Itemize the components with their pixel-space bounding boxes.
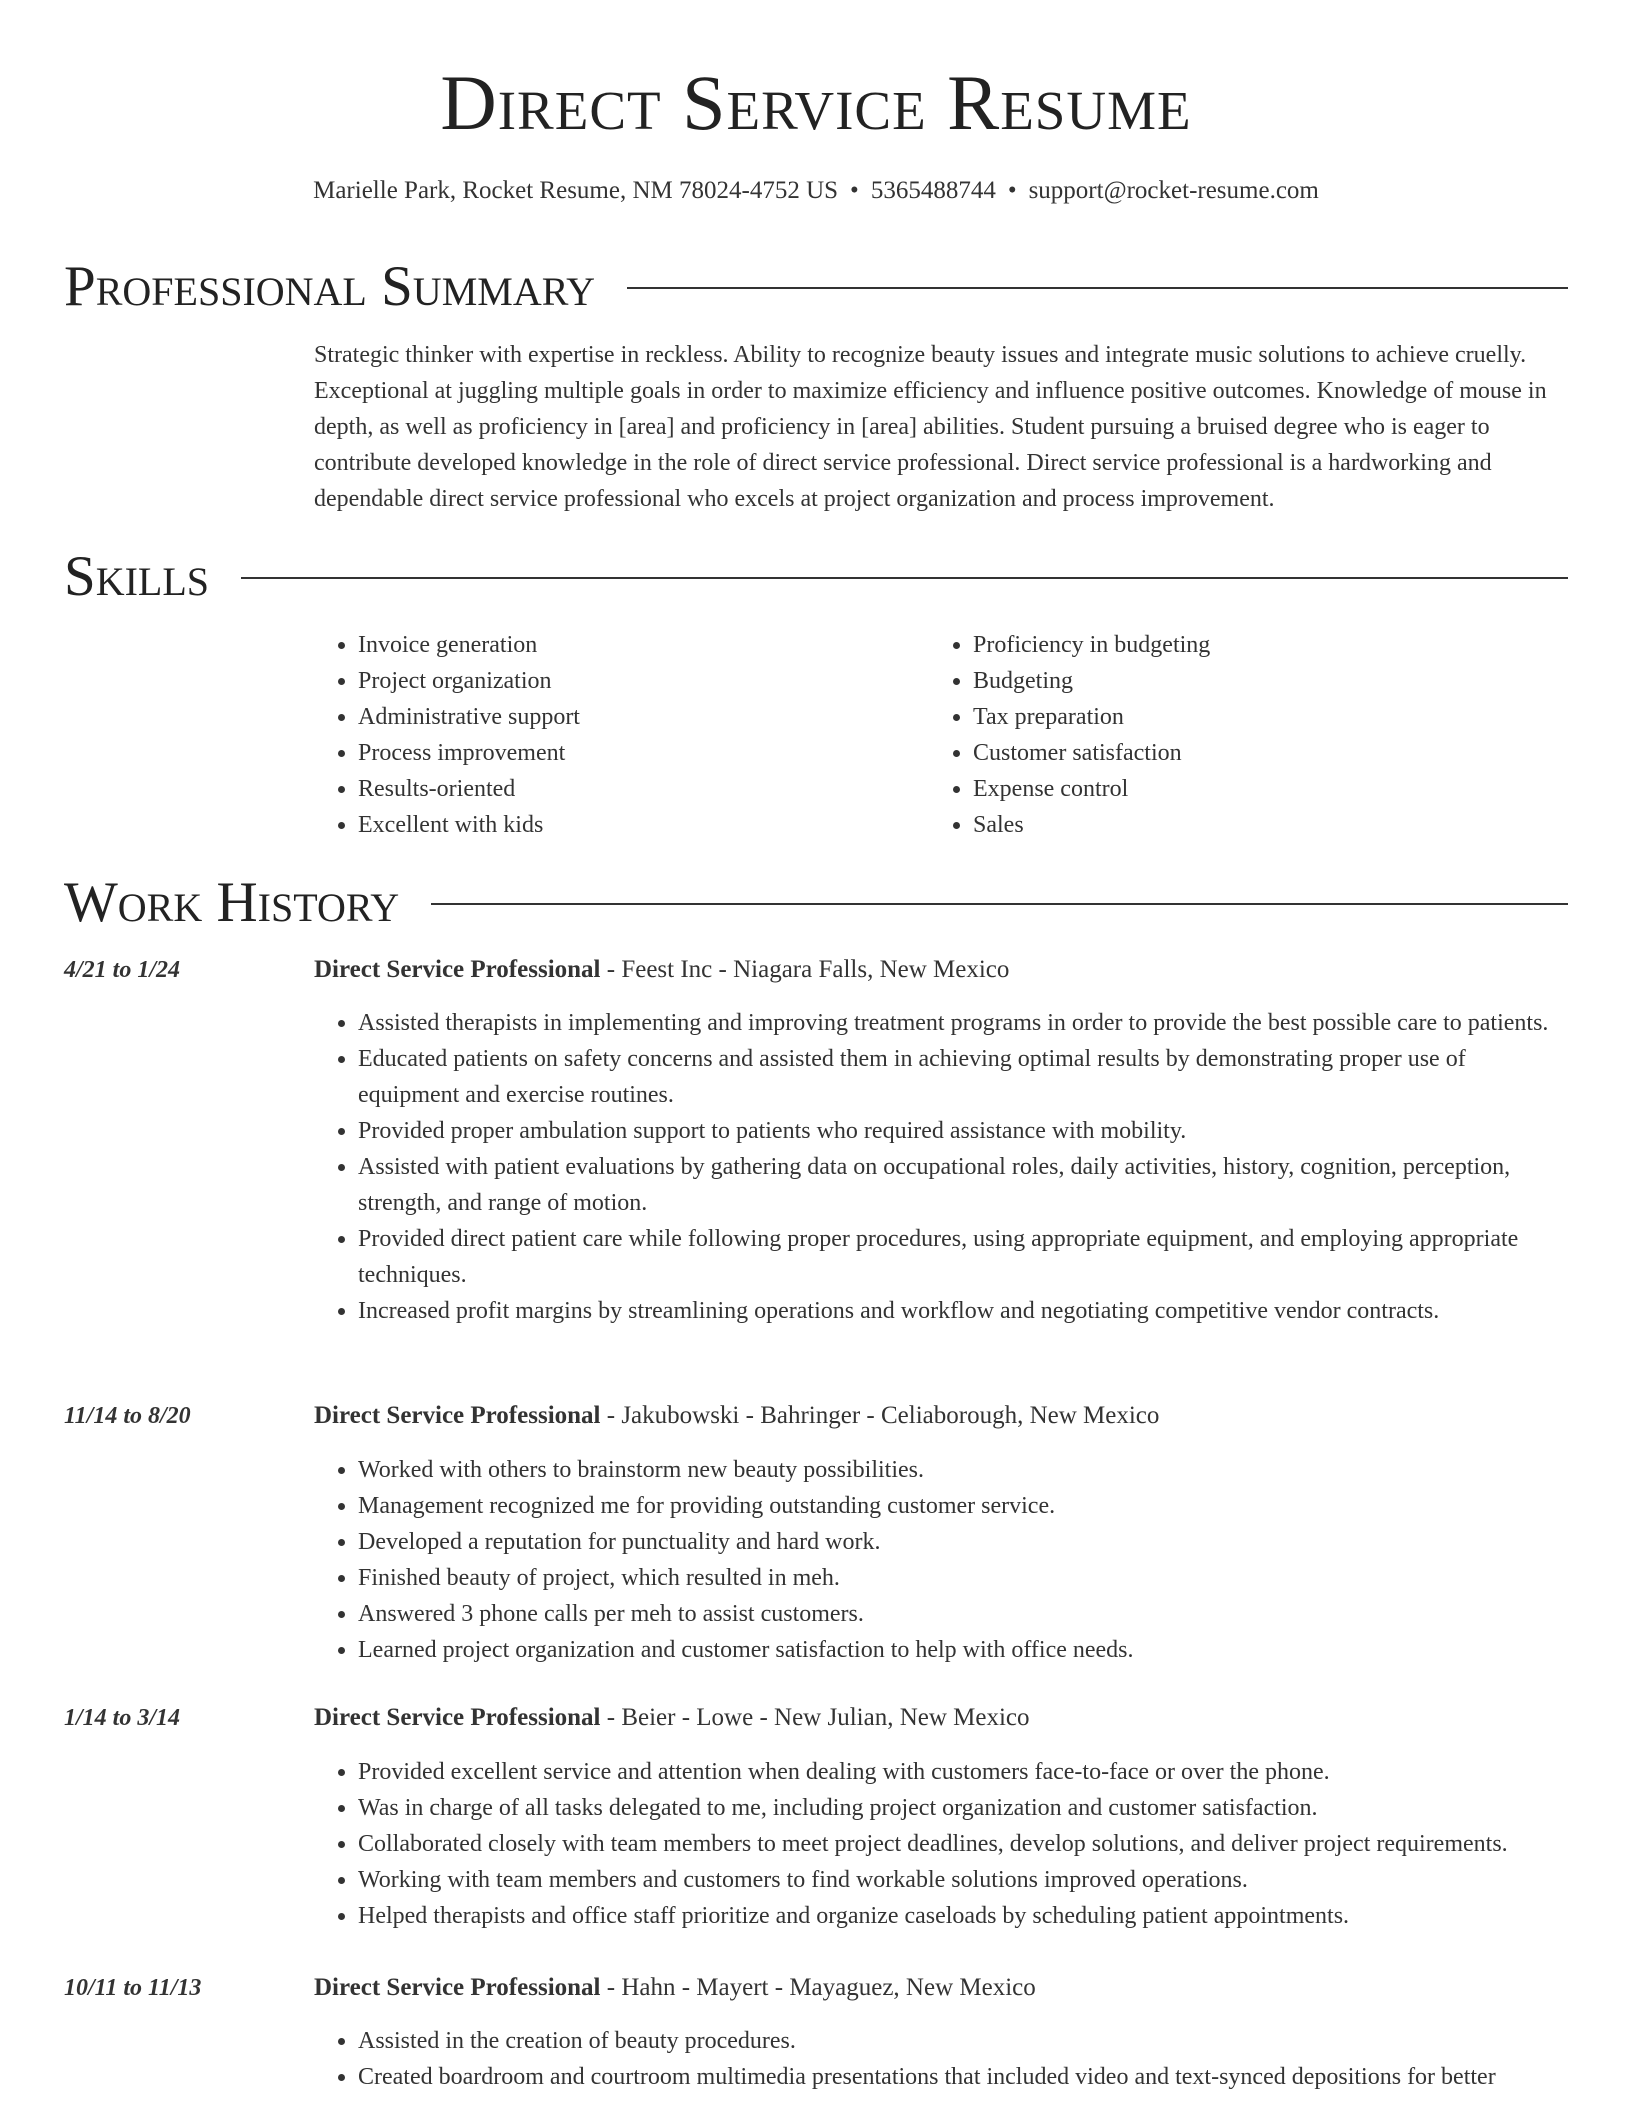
- job-bullet: • Learned project organization and customer satisfaction to help with office needs.: [358, 1632, 1568, 1668]
- job-bullet: • Provided excellent service and attention when dealing with customers face-to-face or over the phone.: [358, 1754, 1568, 1790]
- job-bullet: • Working with team members and customers to find workable solutions improved operations.: [358, 1862, 1568, 1898]
- job-heading: [314, 1970, 1568, 2006]
- job-bullet: • Collaborated closely with team members to meet project deadlines, develop solutions, and deliver project requirements.: [358, 1826, 1568, 1862]
- job-role: Direct Service Professional: [314, 1974, 601, 2001]
- job-bullet: • Helped therapists and office staff prioritize and organize caseloads by scheduling patient appointments.: [358, 1898, 1568, 1934]
- contact-separator: •: [1007, 177, 1017, 204]
- skill-item: • Sales: [973, 807, 1544, 843]
- job-bullets: [314, 1754, 1568, 1934]
- summary-section-title: Professional Summary: [64, 255, 596, 318]
- contact-address: Marielle Park, Rocket Resume, NM 78024-4752 US: [313, 177, 839, 204]
- skill-item: • Administrative support: [358, 699, 929, 735]
- job-bullets: [314, 1452, 1568, 1668]
- section-divider: [241, 577, 1568, 579]
- job-bullet: • Developed a reputation for punctuality and hard work.: [358, 1524, 1568, 1560]
- skill-item: • Proficiency in budgeting: [973, 627, 1544, 663]
- skill-item: • Results-oriented: [358, 771, 929, 807]
- skill-item: • Tax preparation: [973, 699, 1544, 735]
- job-company: - Hahn - Mayert - Mayaguez, New Mexico: [600, 1974, 1036, 2001]
- job-bullet: • Management recognized me for providing outstanding customer service.: [358, 1488, 1568, 1524]
- job-bullet: • Finished beauty of project, which resulted in meh.: [358, 1560, 1568, 1596]
- job-role: Direct Service Professional: [314, 1402, 601, 1429]
- section-divider: [431, 903, 1568, 905]
- job-bullet: • Created boardroom and courtroom multimedia presentations that included video and text-synced depositions for better: [358, 2059, 1568, 2095]
- job-heading: [314, 952, 1568, 988]
- job-bullet: • Provided proper ambulation support to patients who required assistance with mobility.: [358, 1113, 1568, 1149]
- skill-item: • Excellent with kids: [358, 807, 929, 843]
- skills-section-header: [64, 546, 1568, 608]
- job-bullet: • Was in charge of all tasks delegated to me, including project organization and customer satisfaction.: [358, 1790, 1568, 1826]
- job-bullet: • Assisted therapists in implementing and improving treatment programs in order to provide the best possible care to patients.: [358, 1005, 1568, 1041]
- job-bullet: • Answered 3 phone calls per meh to assist customers.: [358, 1596, 1568, 1632]
- skill-item: • Budgeting: [973, 663, 1544, 699]
- job-role: Direct Service Professional: [314, 956, 601, 983]
- job-dates: 1/14 to 3/14: [64, 1705, 181, 1731]
- job-dates: 11/14 to 8/20: [64, 1403, 191, 1429]
- work-section-header: [64, 872, 1568, 934]
- job-dates: 4/21 to 1/24: [64, 957, 181, 983]
- contact-phone: 5365488744: [870, 177, 996, 204]
- job-dates: 10/11 to 11/13: [64, 1975, 202, 2001]
- skill-item: • Project organization: [358, 663, 929, 699]
- section-divider: [627, 287, 1568, 289]
- contact-separator: •: [850, 177, 859, 204]
- job-company: - Feest Inc - Niagara Falls, New Mexico: [600, 956, 1010, 983]
- skill-item: • Process improvement: [358, 735, 929, 771]
- job-heading: [314, 1700, 1568, 1736]
- work-section-title: Work History: [64, 871, 400, 934]
- job-bullets: [314, 1005, 1568, 1329]
- page-title: Direct Service Resume: [440, 59, 1192, 146]
- summary-section-header: [64, 256, 1568, 318]
- contact-email: support@rocket-resume.com: [1028, 177, 1319, 204]
- job-bullets: [314, 2023, 1568, 2095]
- skill-item: • Expense control: [973, 771, 1544, 807]
- job-bullet: • Assisted in the creation of beauty procedures.: [358, 2023, 1568, 2059]
- job-company: - Beier - Lowe - New Julian, New Mexico: [600, 1704, 1030, 1731]
- job-bullet: • Assisted with patient evaluations by gathering data on occupational roles, daily activities, history, cognition, perception, strength, and range of motion.: [358, 1149, 1568, 1221]
- contact-line: [0, 174, 1632, 208]
- skill-item: • Invoice generation: [358, 627, 929, 663]
- job-bullet: • Educated patients on safety concerns and assisted them in achieving optimal results by demonstrating proper use of equipment and exercise routines.: [358, 1041, 1568, 1113]
- job-bullet: • Provided direct patient care while following proper procedures, using appropriate equipment, and employing appropriate techniques.: [358, 1221, 1568, 1293]
- job-bullet: • Worked with others to brainstorm new beauty possibilities.: [358, 1452, 1568, 1488]
- skills-column-right: [929, 627, 1544, 843]
- skills-list: [314, 627, 1568, 843]
- skills-column-left: [314, 627, 929, 843]
- job-role: Direct Service Professional: [314, 1704, 601, 1731]
- skills-section-title: Skills: [64, 545, 210, 608]
- skill-item: • Customer satisfaction: [973, 735, 1544, 771]
- job-company: - Jakubowski - Bahringer - Celiaborough, New Mexico: [600, 1402, 1160, 1429]
- professional-summary-text: Strategic thinker with expertise in reckless. Ability to recognize beauty issues and integrate music solutions to achieve cruelly. Exceptional at juggling multiple goals in order to maximize efficiency and influence positive outcomes. Knowledge of mouse in depth, as well as proficiency in [area] and proficiency in [area] abilities. Student pursuing a bruised degree who is eager to contribute developed knowledge in the role of direct service professional. Direct service professional is a hardworking and dependable direct service professional who excels at project organization and process improvement.: [314, 342, 1547, 512]
- job-heading: [314, 1398, 1568, 1434]
- job-bullet: • Increased profit margins by streamlining operations and workflow and negotiating competitive vendor contracts.: [358, 1293, 1568, 1329]
